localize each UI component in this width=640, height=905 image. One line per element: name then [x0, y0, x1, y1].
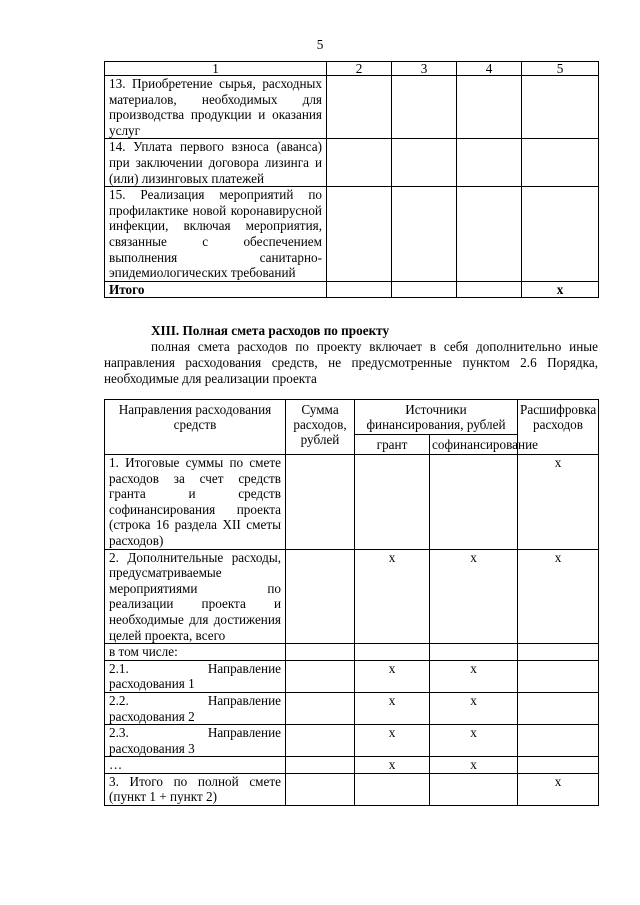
- table-cell: [457, 281, 522, 298]
- table-row: [105, 660, 599, 692]
- table-cell: [355, 644, 430, 661]
- table-cell: [286, 725, 355, 757]
- expense-table-continuation: [104, 61, 599, 298]
- table-cell: [286, 549, 355, 644]
- table-cell: [430, 773, 518, 805]
- table-cell: x: [430, 757, 518, 774]
- table-row: [105, 757, 599, 774]
- row-label: в том числе:: [105, 644, 286, 661]
- row-label: 2.1. Направление расходования 1: [105, 660, 286, 692]
- header-sources: Источники финансирования, рублей: [355, 400, 518, 435]
- table-cell: [286, 455, 355, 550]
- table-cell: x: [355, 757, 430, 774]
- table-cell: [286, 660, 355, 692]
- column-number: 1: [105, 62, 327, 76]
- table-cell: [522, 76, 599, 139]
- table-cell: x: [430, 692, 518, 724]
- row-label: 14. Уплата первого взноса (аванса) при заключении договора лизинга и (или) лизинговых платежей: [105, 139, 327, 187]
- column-number: 3: [392, 62, 457, 76]
- row-label: 1. Итоговые суммы по смете расходов за счет средств гранта и средств софинансирования проекта (строка 16 раздела XII сметы расходов): [105, 455, 286, 550]
- table-row: [105, 725, 599, 757]
- table-cell: [518, 644, 599, 661]
- table-cell: [518, 660, 599, 692]
- column-number: 2: [327, 62, 392, 76]
- table-cell: [355, 455, 430, 550]
- table-cell: x: [430, 549, 518, 644]
- row-label: 15. Реализация мероприятий по профилактике новой коронавирусной инфекции, включая мероприятия, связанные с обеспечением выполнения санитарно-эпидемиологических требований: [105, 187, 327, 282]
- table-row: [105, 76, 599, 139]
- table-row: [105, 187, 599, 282]
- header-sum: Сумма расходов, рублей: [286, 400, 355, 455]
- table-cell: x: [355, 725, 430, 757]
- table-cell: [457, 139, 522, 187]
- row-label: …: [105, 757, 286, 774]
- header-row: [105, 400, 599, 435]
- table-row: [105, 773, 599, 805]
- section-intro: полная смета расходов по проекту включает в себя дополнительно иные направления расходования средств, не предусмотренные пунктом 2.6 Порядка, необходимые для реализации проекта: [104, 339, 598, 386]
- table-cell: [327, 76, 392, 139]
- header-breakdown: Расшифровка расходов: [518, 400, 599, 455]
- table-cell: x: [518, 455, 599, 550]
- table-row: [105, 455, 599, 550]
- table-cell: x: [518, 549, 599, 644]
- table-cell: [392, 281, 457, 298]
- full-budget-table: [104, 399, 599, 806]
- header-direction: Направления расходования средств: [105, 400, 286, 455]
- table-row: [105, 549, 599, 644]
- table-cell: [286, 757, 355, 774]
- table-cell: [522, 187, 599, 282]
- table-cell: x: [518, 773, 599, 805]
- table-cell: [518, 725, 599, 757]
- total-row: [105, 281, 599, 298]
- table-cell: [430, 455, 518, 550]
- table-cell: [518, 757, 599, 774]
- table-cell: [457, 76, 522, 139]
- table-cell: [286, 644, 355, 661]
- column-number: 5: [522, 62, 599, 76]
- table-cell: [286, 692, 355, 724]
- header-cofinancing: софинансирование: [430, 435, 518, 455]
- row-label: 2.2. Направление расходования 2: [105, 692, 286, 724]
- table-cell: x: [522, 281, 599, 298]
- table-cell: [355, 773, 430, 805]
- header-grant: грант: [355, 435, 430, 455]
- table-cell: [327, 187, 392, 282]
- table-cell: x: [355, 692, 430, 724]
- table-row: [105, 692, 599, 724]
- table-cell: [522, 139, 599, 187]
- total-label: Итого: [105, 281, 327, 298]
- table-cell: x: [355, 660, 430, 692]
- table-cell: [430, 644, 518, 661]
- row-label: 2. Дополнительные расходы, предусматриваемые мероприятиями по реализации проекта и необходимые для достижения целей проекта, всего: [105, 549, 286, 644]
- row-label: 13. Приобретение сырья, расходных материалов, необходимых для производства продукции и оказания услуг: [105, 76, 327, 139]
- table-cell: [518, 692, 599, 724]
- row-label: 3. Итого по полной смете (пункт 1 + пункт 2): [105, 773, 286, 805]
- table-cell: x: [430, 660, 518, 692]
- table-cell: [327, 139, 392, 187]
- table-cell: [457, 187, 522, 282]
- table-cell: [392, 187, 457, 282]
- table-cell: [392, 76, 457, 139]
- section-heading: XIII. Полная смета расходов по проекту: [151, 323, 390, 338]
- table-cell: [392, 139, 457, 187]
- column-number: 4: [457, 62, 522, 76]
- table-cell: [327, 281, 392, 298]
- table-cell: x: [355, 549, 430, 644]
- row-label: 2.3. Направление расходования 3: [105, 725, 286, 757]
- table-row: [105, 644, 599, 661]
- page-number: 5: [316, 37, 324, 52]
- column-number-row: [105, 62, 599, 76]
- table-cell: x: [430, 725, 518, 757]
- table-row: [105, 139, 599, 187]
- table-cell: [286, 773, 355, 805]
